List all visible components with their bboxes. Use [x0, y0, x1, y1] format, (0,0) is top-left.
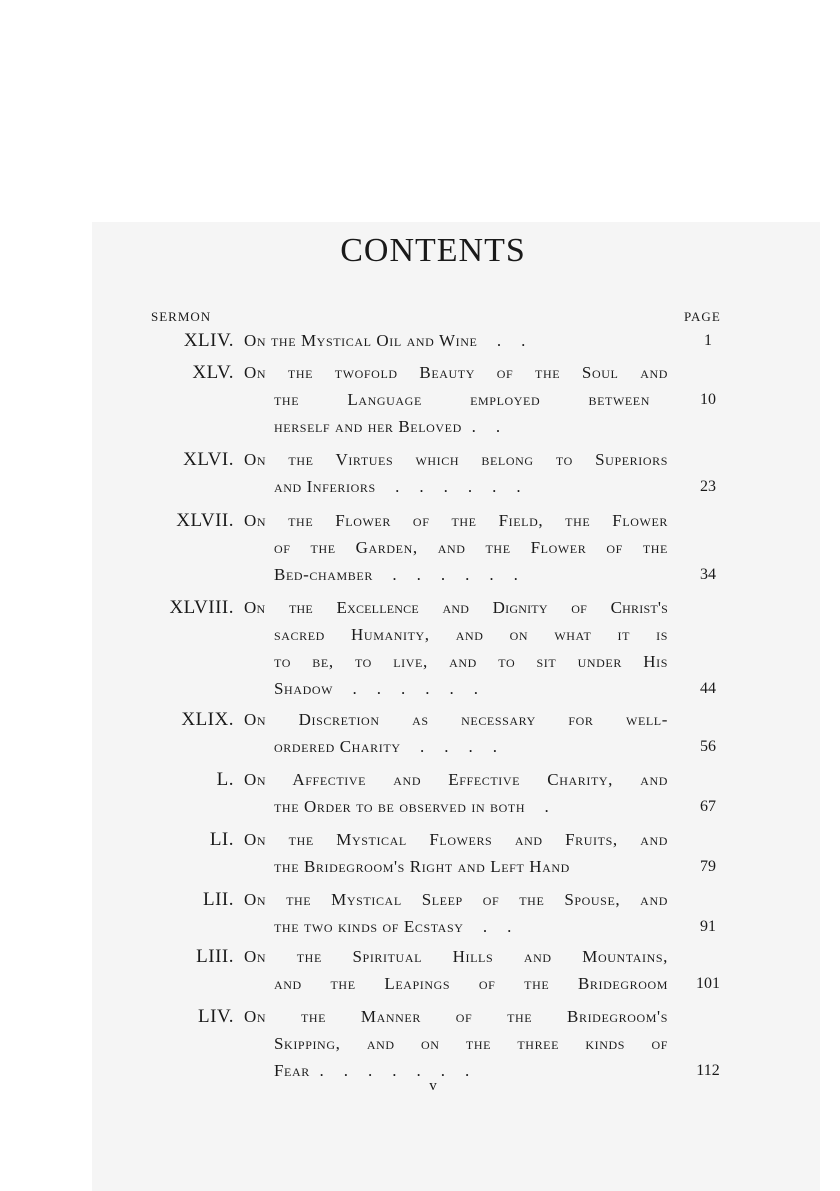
entry-line: Shadow . . . . . .	[274, 679, 479, 698]
entry-line: On the twofold Beauty of the Soul and	[244, 363, 668, 382]
entry-line: On the Virtues which belong to Superiors	[244, 450, 668, 469]
page-number: 112	[696, 1062, 720, 1079]
entry-line: ordered Charity . . . .	[274, 737, 498, 756]
entry-line: and the Leapings of the Bridegroom	[274, 974, 668, 993]
entry-line: On the Mystical Flowers and Fruits, and	[244, 830, 668, 849]
entry-line: the Order to be observed in both .	[274, 797, 550, 816]
sermon-number: XLVI.	[183, 449, 234, 470]
entry-line: On the Mystical Sleep of the Spouse, and	[244, 890, 668, 909]
entry-line: Bed-chamber . . . . . .	[274, 565, 519, 584]
entry-line: On Affective and Effective Charity, and	[244, 770, 668, 789]
entry-line: and Inferiors . . . . . .	[274, 477, 522, 496]
sermon-number: LI.	[209, 829, 234, 850]
page-number: 101	[696, 975, 720, 992]
sermon-number: XLIX.	[181, 709, 234, 730]
entry-line: On the Mystical Oil and Wine . .	[244, 331, 526, 350]
page-number: 56	[700, 738, 716, 755]
page-number: 79	[700, 858, 716, 875]
entry-line: Skipping, and on the three kinds of	[274, 1034, 668, 1053]
page-number: 10	[700, 391, 716, 408]
sermon-number: L.	[216, 769, 234, 790]
entry-line: to be, to live, and to sit under His	[274, 652, 668, 671]
sermon-number: LIV.	[198, 1006, 234, 1027]
page-column-header: PAGE	[684, 309, 721, 324]
page-number: 44	[700, 680, 716, 697]
page-title: CONTENTS	[340, 232, 526, 269]
page-number: 34	[700, 566, 716, 583]
page-number: 23	[700, 478, 716, 495]
page-number: 1	[704, 332, 712, 349]
entry-line: the Language employed between	[274, 390, 650, 409]
folio-number: v	[429, 1078, 437, 1094]
entry-line: of the Garden, and the Flower of the	[274, 538, 668, 557]
entry-line: sacred Humanity, and on what it is	[274, 625, 668, 644]
entry-line: the two kinds of Ecstasy . .	[274, 917, 512, 936]
entry-line: On the Excellence and Dignity of Christ's	[244, 598, 668, 617]
entry-line: On Discretion as necessary for well-	[244, 710, 668, 729]
sermon-number: XLIV.	[183, 330, 234, 351]
sermon-number: LII.	[202, 889, 234, 910]
page-number: 67	[700, 798, 716, 815]
sermon-number: LIII.	[196, 946, 234, 967]
entry-line: herself and her Beloved . .	[274, 417, 501, 436]
sermon-number: XLV.	[192, 362, 234, 383]
entry-line: the Bridegroom's Right and Left Hand	[274, 857, 570, 876]
entry-line: On the Spiritual Hills and Mountains,	[244, 947, 668, 966]
entry-line: On the Flower of the Field, the Flower	[244, 511, 668, 530]
sermon-number: XLVIII.	[169, 597, 234, 618]
sermon-column-header: SERMON	[151, 309, 212, 324]
page-number: 91	[700, 918, 716, 935]
entry-line: On the Manner of the Bridegroom's	[244, 1007, 668, 1026]
entry-line: Fear . . . . . . .	[274, 1061, 470, 1080]
sermon-number: XLVII.	[176, 510, 234, 531]
